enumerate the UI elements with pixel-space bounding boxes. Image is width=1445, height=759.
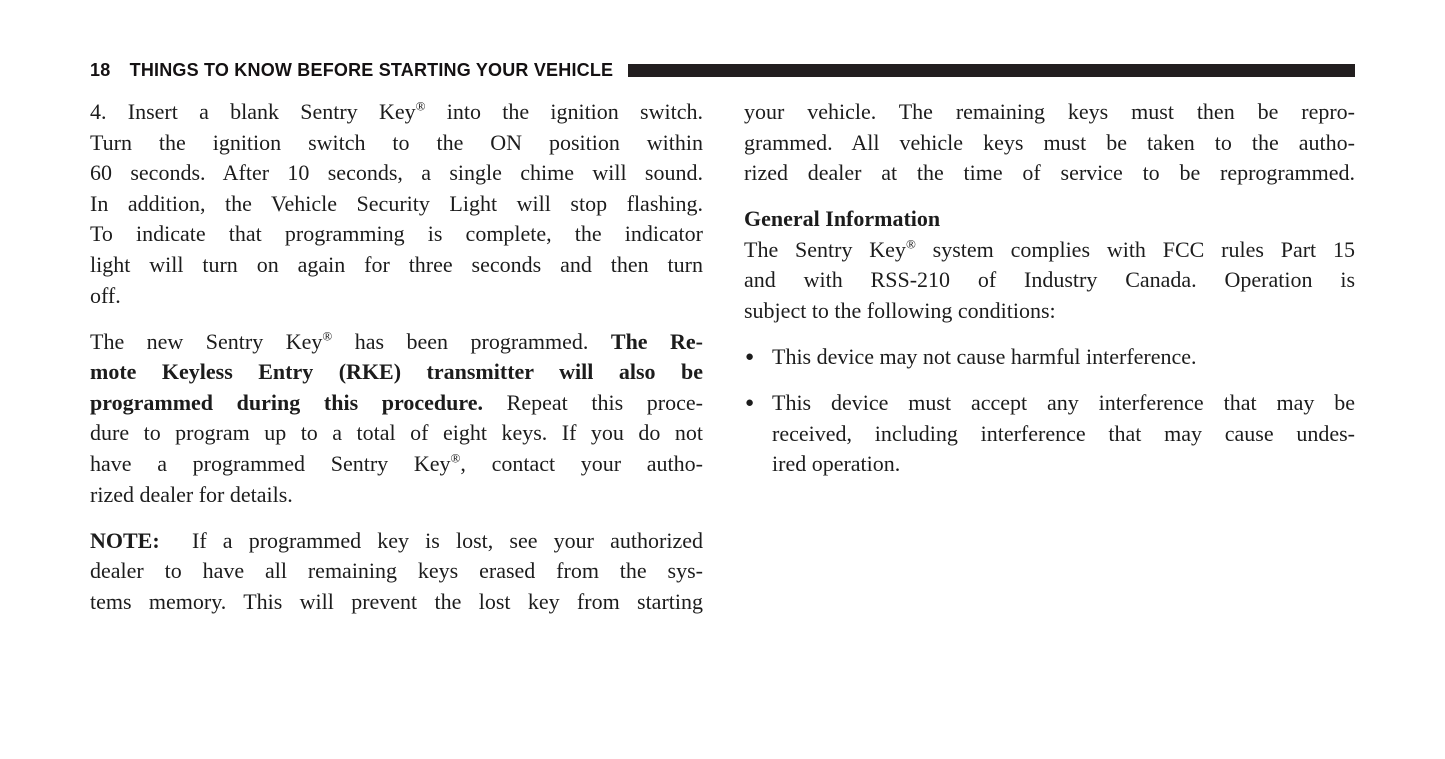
text-line [90,480,703,511]
text-segment: subject to the following conditions: [744,298,1056,324]
text-line [90,158,703,189]
left-column [90,97,703,618]
text-segment: and with RSS-210 of Industry Canada. Operation is [744,267,1355,293]
text-line [744,97,1355,128]
text-segment: This device must accept any interference that may be [772,390,1355,416]
text-segment: light will turn on again for three seconds and then turn [90,251,703,277]
bullet-icon: ● [745,349,755,366]
text-line [744,235,1355,266]
text-segment: Turn the ignition switch to the ON position within [90,129,703,155]
text-segment: into the ignition switch. [425,99,703,124]
text-line [90,418,703,449]
text-segment: The new Sentry Key [90,328,323,354]
text-segment: To indicate that programming is complete, the indicator [90,221,703,247]
text-line [772,342,1355,373]
registered-trademark-symbol: ® [322,328,333,344]
text-line [90,250,703,281]
text-line [90,219,703,250]
text-segment: your vehicle. The remaining keys must then be repro- [744,99,1355,124]
paragraph [744,97,1355,189]
paragraph [90,526,703,618]
text-segment: Repeat this proce- [483,389,703,415]
text-line [772,388,1355,419]
text-segment: , contact your autho- [460,451,703,477]
header-title: THINGS TO KNOW BEFORE STARTING YOUR VEHICLE [129,59,614,80]
text-line [90,357,703,388]
registered-trademark-symbol: ® [415,98,426,114]
registered-trademark-symbol: ® [905,236,916,252]
text-segment: 4. Insert a blank Sentry Key [90,99,416,124]
bullet-item [744,388,1355,480]
text-segment: tems memory. This will prevent the lost key from starting [90,588,703,614]
text-segment: The Re- [610,328,704,354]
text-line [744,158,1355,189]
header-rule-bar [628,64,1355,77]
paragraph [744,235,1355,327]
paragraph [90,327,703,511]
registered-trademark-symbol: ® [450,450,461,466]
text-segment: The Sentry Key [744,236,906,262]
text-segment: In addition, the Vehicle Security Light will stop flashing. [90,190,703,216]
text-segment: dealer to have all remaining keys erased from the sys- [90,558,703,584]
text-segment: ired operation. [772,451,901,477]
two-column-text [90,97,1355,618]
text-segment: have a programmed Sentry Key [90,451,451,477]
text-line [744,296,1355,327]
text-segment: has been programmed. [332,328,611,354]
text-line [90,281,703,312]
page-header [90,60,1355,80]
bullet-item [744,342,1355,373]
text-segment: NOTE: [90,527,160,553]
bullet-text [772,388,1355,480]
text-segment: dure to program up to a total of eight keys. If you do not [90,420,703,446]
text-segment: This device may not cause harmful interference. [772,344,1197,370]
bullet-icon: ● [745,395,755,412]
text-line [90,388,703,419]
text-segment: programmed during this procedure. [90,389,484,415]
right-column [744,97,1355,618]
section-heading: General Information [744,206,941,232]
bullet-text [772,342,1355,373]
text-line [90,449,703,480]
text-line [90,128,703,159]
text-segment: 60 seconds. After 10 seconds, a single chime will sound. [90,160,703,186]
text-line [90,189,703,220]
paragraph [90,97,703,311]
text-line [90,587,703,618]
text-line [90,327,703,358]
text-line [744,128,1355,159]
text-line [772,419,1355,450]
page-number: 18 [90,59,111,80]
text-line [90,526,703,557]
text-segment: system complies with FCC rules Part 15 [915,236,1355,262]
text-segment: off. [90,282,121,308]
text-segment: rized dealer for details. [90,481,293,507]
text-segment: mote Keyless Entry (RKE) transmitter will also be [90,359,703,385]
text-segment: rized dealer at the time of service to be reprogrammed. [744,160,1355,186]
text-segment: received, including interference that may cause undes- [772,420,1355,446]
text-line [90,556,703,587]
text-line [90,97,703,128]
text-line [772,449,1355,480]
text-line [744,265,1355,296]
text-segment: grammed. All vehicle keys must be taken to the autho- [744,129,1355,155]
text-segment: If a programmed key is lost, see your authorized [159,527,703,553]
